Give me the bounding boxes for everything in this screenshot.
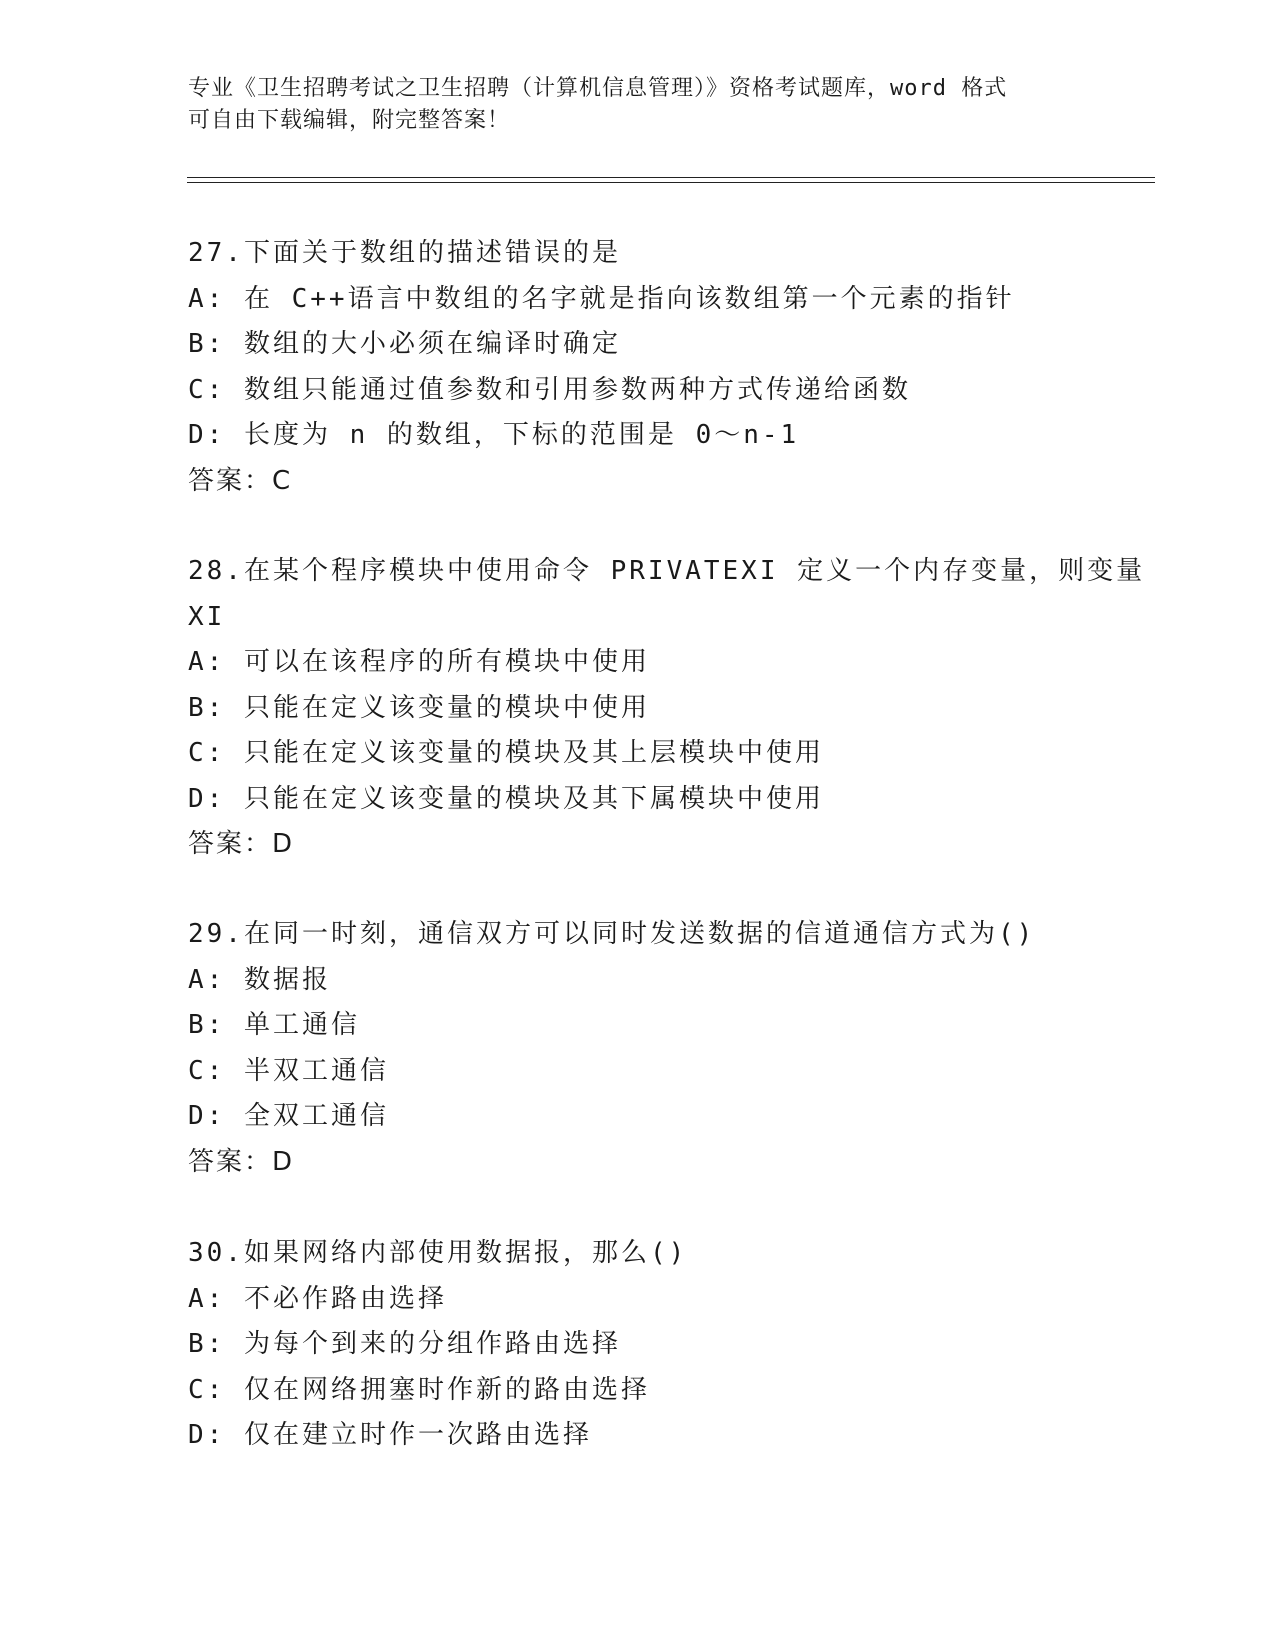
option-d: D: 只能在定义该变量的模块及其下属模块中使用 [188,783,824,814]
question-stem: 27.下面关于数组的描述错误的是 [188,238,621,268]
option-a: A: 不必作路由选择 [188,1283,447,1314]
option-a: A: 数据报 [188,964,331,995]
header-divider-bottom [187,182,1155,183]
question-28 [188,549,1146,868]
header-divider-top [187,177,1155,178]
question-27 [188,231,1088,504]
question-stem: 28.在某个程序模块中使用命令 PRIVATEXI 定义一个内存变量，则变量 [188,556,1146,586]
header-line-1: 专业《卫生招聘考试之卫生招聘（计算机信息管理）》资格考试题库，word 格式 [188,76,1008,101]
option-c: C: 仅在网络拥塞时作新的路由选择 [188,1374,650,1405]
option-d: D: 长度为 n 的数组，下标的范围是 0～n-1 [188,420,800,450]
option-b: B: 数组的大小必须在编译时确定 [188,329,621,359]
option-b: B: 为每个到来的分组作路由选择 [188,1329,621,1359]
option-a: A: 在 C++语言中数组的名字就是指向该数组第一个元素的指针 [188,283,1015,314]
answer: 答案：D [188,829,295,859]
option-c: C: 数组只能通过值参数和引用参数两种方式传递给函数 [188,374,911,405]
question-stem: 30.如果网络内部使用数据报，那么() [188,1238,688,1268]
answer: 答案：C [188,465,293,496]
answer: 答案：D [188,1146,295,1177]
option-b: B: 只能在定义该变量的模块中使用 [188,692,650,723]
question-stem-continuation: XI [188,601,226,632]
question-stem: 29.在同一时刻，通信双方可以同时发送数据的信道通信方式为() [188,919,1036,949]
question-30 [188,1231,1088,1459]
question-29 [188,912,1088,1185]
header-line-2: 可自由下载编辑，附完整答案！ [188,108,511,133]
option-a: A: 可以在该程序的所有模块中使用 [188,647,650,677]
option-d: D: 仅在建立时作一次路由选择 [188,1420,592,1450]
document-header [188,73,1088,137]
option-b: B: 单工通信 [188,1010,360,1040]
option-d: D: 全双工通信 [188,1101,389,1131]
option-c: C: 只能在定义该变量的模块及其上层模块中使用 [188,738,824,768]
option-c: C: 半双工通信 [188,1055,389,1086]
